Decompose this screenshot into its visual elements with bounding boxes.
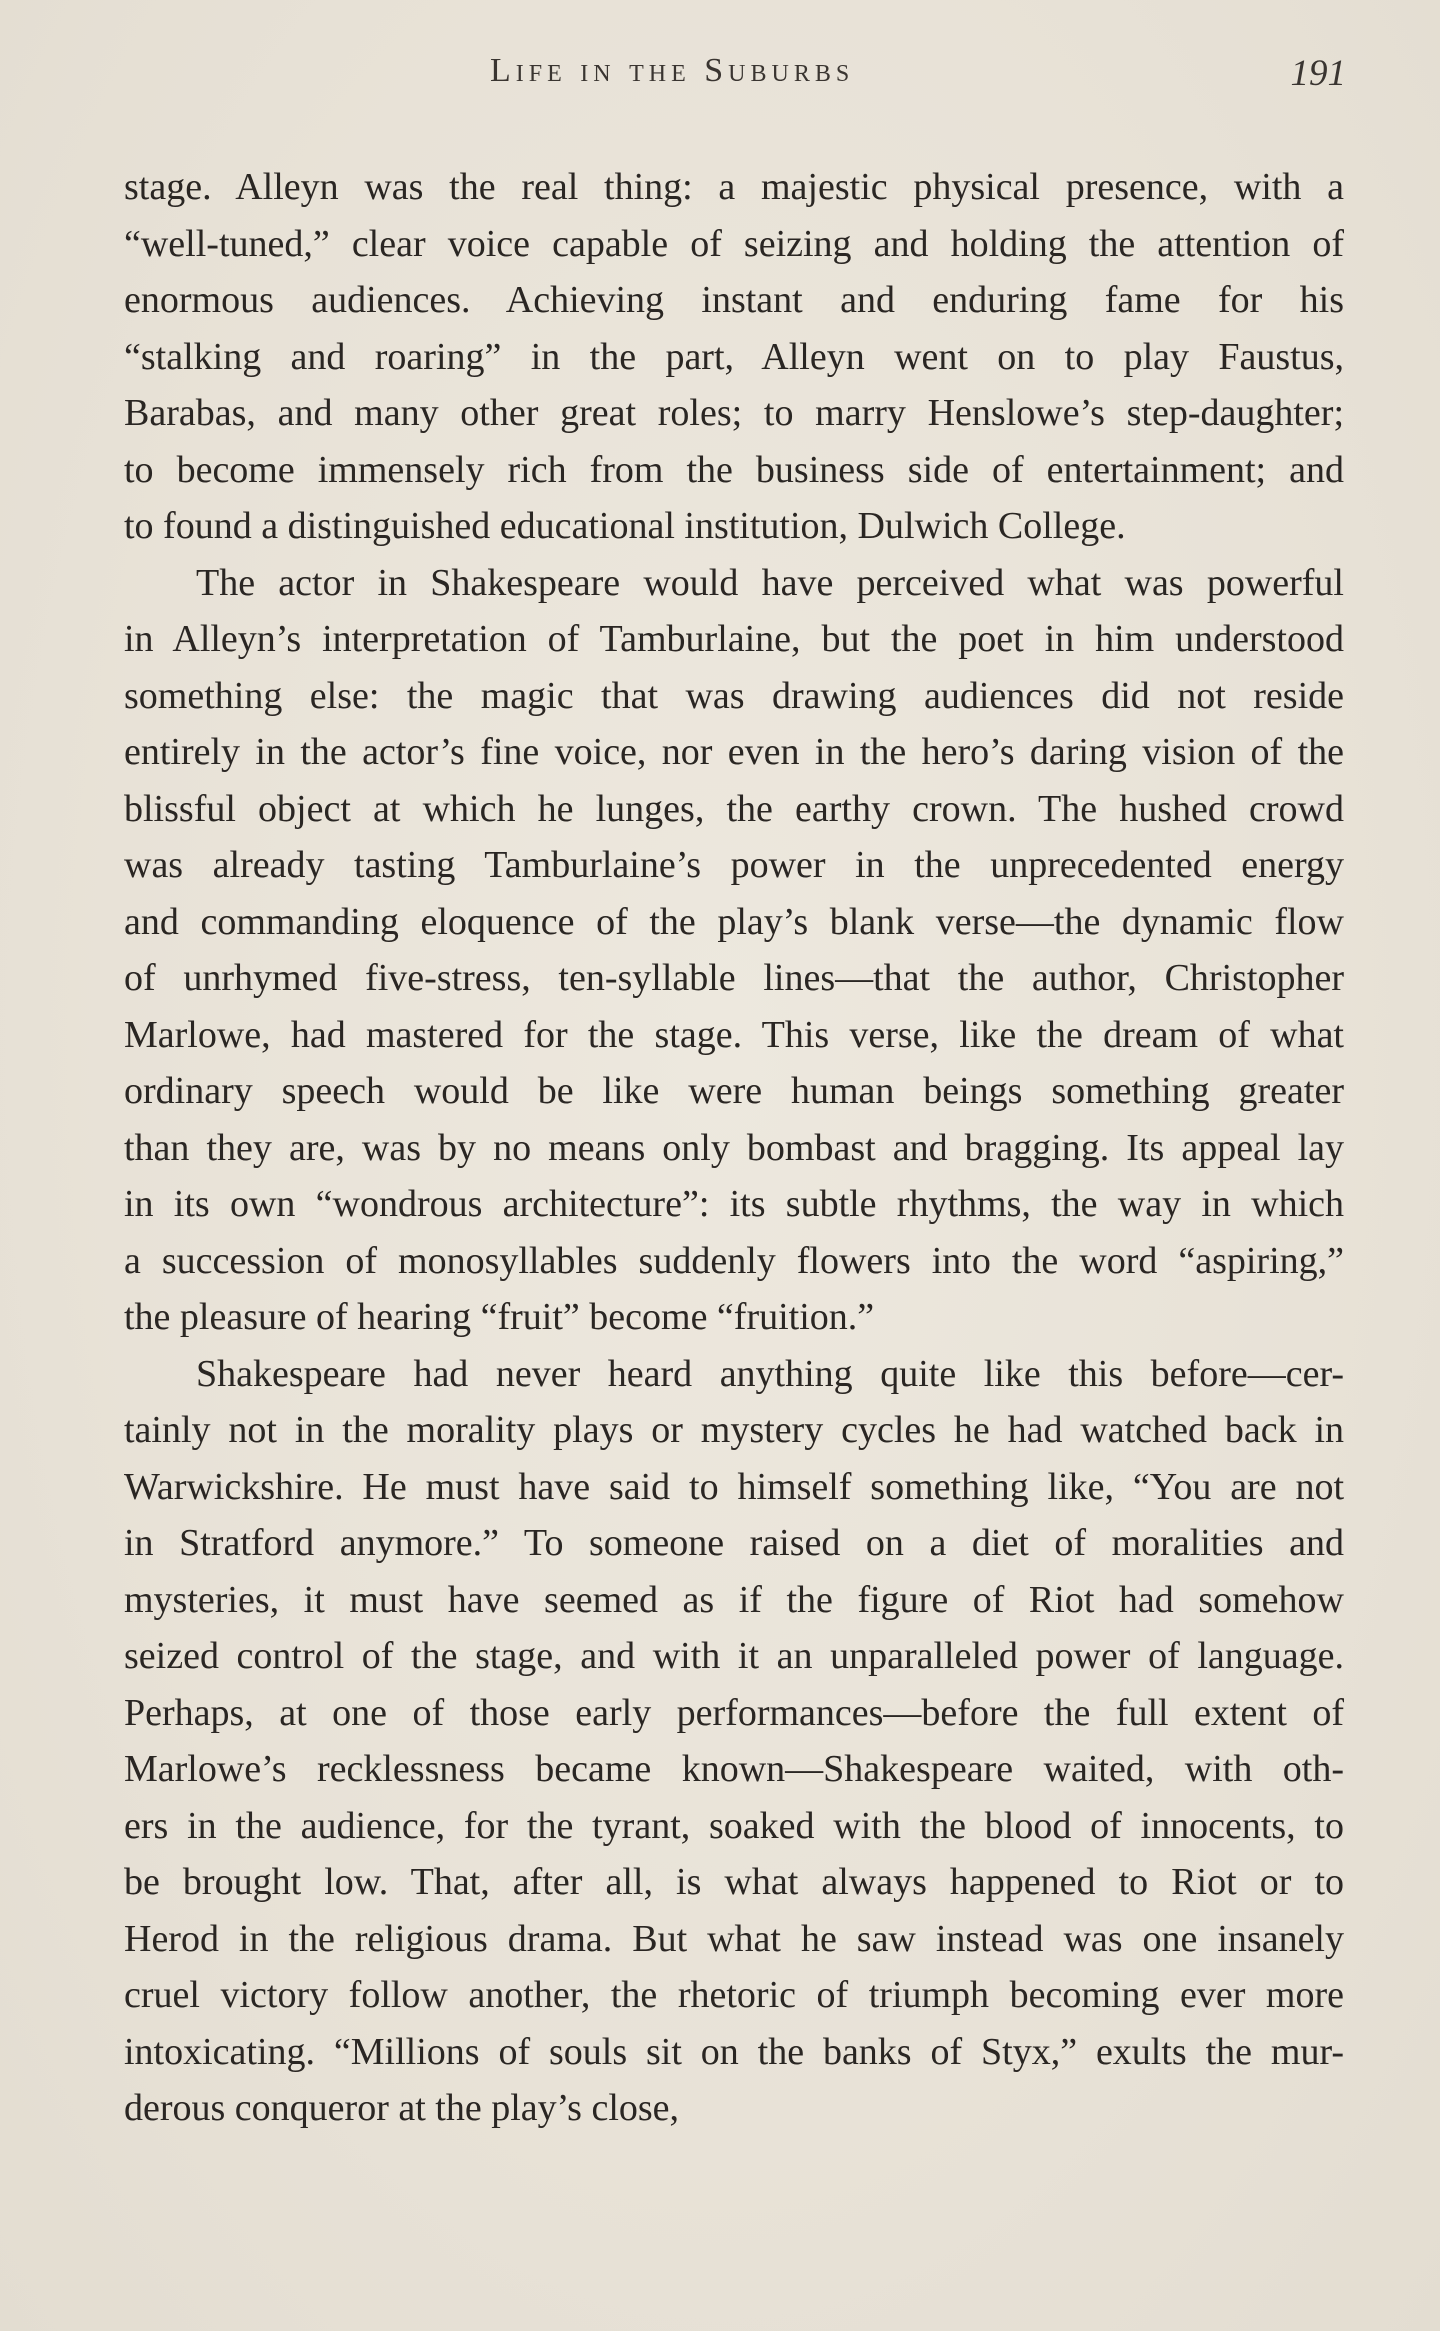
- text-line: in Stratford anymore.” To someone raised on a diet of moralities and: [124, 1522, 1344, 1564]
- body-text: [124, 159, 1344, 2137]
- text-line: Perhaps, at one of those early performances—before the full extent of: [124, 1691, 1344, 1734]
- text-line: something else: the magic that was drawing audiences did not reside: [124, 674, 1344, 717]
- text-line: Barabas, and many other great roles; to marry Henslowe’s step-daughter;: [124, 392, 1344, 434]
- text-line: Herod in the religious drama. But what he saw instead was one insanely: [124, 1917, 1344, 1960]
- text-line: Marlowe, had mastered for the stage. This verse, like the dream of what: [124, 1013, 1344, 1056]
- text-line: in its own “wondrous architecture”: its subtle rhythms, the way in which: [124, 1183, 1344, 1225]
- text-line: seized control of the stage, and with it an unparalleled power of language.: [124, 1635, 1344, 1677]
- text-line: of unrhymed five-stress, ten-syllable lines—that the author, Christopher: [124, 957, 1344, 999]
- text-line: a succession of monosyllables suddenly flowers into the word “aspiring,”: [124, 1239, 1344, 1282]
- running-head: [0, 52, 1440, 102]
- text-line: to become immensely rich from the business side of entertainment; and: [124, 448, 1344, 491]
- text-line: Warwickshire. He must have said to himself something like, “You are not: [124, 1465, 1344, 1508]
- text-line: be brought low. That, after all, is what always happened to Riot or to: [124, 1861, 1344, 1903]
- text-line: Marlowe’s recklessness became known—Shakespeare waited, with oth-: [124, 1748, 1344, 1790]
- text-line: than they are, was by no means only bombast and bragging. Its appeal lay: [124, 1126, 1344, 1169]
- text-line: in Alleyn’s interpretation of Tamburlaine, but the poet in him understood: [124, 618, 1344, 660]
- running-head-title: Life in the Suburbs: [490, 52, 855, 89]
- text-line: derous conqueror at the play’s close,: [124, 2087, 680, 2129]
- text-line: ordinary speech would be like were human beings something greater: [124, 1070, 1344, 1112]
- text-line: tainly not in the morality plays or mystery cycles he had watched back in: [124, 1409, 1344, 1451]
- text-line: cruel victory follow another, the rhetoric of triumph becoming ever more: [124, 1974, 1344, 2016]
- text-line: ers in the audience, for the tyrant, soaked with the blood of innocents, to: [124, 1804, 1344, 1847]
- text-line: “well-tuned,” clear voice capable of seizing and holding the attention of: [124, 222, 1344, 265]
- text-line: entirely in the actor’s fine voice, nor even in the hero’s daring vision of the: [124, 731, 1344, 773]
- text-line: “stalking and roaring” in the part, Alleyn went on to play Faustus,: [124, 335, 1344, 378]
- text-line: mysteries, it must have seemed as if the figure of Riot had somehow: [124, 1578, 1344, 1621]
- text-line: the pleasure of hearing “fruit” become “fruition.”: [124, 1296, 875, 1338]
- text-line: and commanding eloquence of the play’s blank verse—the dynamic flow: [124, 900, 1344, 943]
- text-line: Shakespeare had never heard anything quite like this before—cer-: [196, 1352, 1344, 1395]
- text-line: The actor in Shakespeare would have perceived what was powerful: [196, 561, 1344, 604]
- text-line: enormous audiences. Achieving instant and enduring fame for his: [124, 279, 1344, 321]
- text-line: to found a distinguished educational institution, Dulwich College.: [124, 505, 1126, 547]
- text-line: blissful object at which he lunges, the earthy crown. The hushed crowd: [124, 787, 1344, 830]
- text-line: stage. Alleyn was the real thing: a majestic physical presence, with a: [124, 166, 1344, 208]
- text-line: intoxicating. “Millions of souls sit on the banks of Styx,” exults the mur-: [124, 2030, 1344, 2073]
- page-number: 191: [1290, 53, 1346, 94]
- text-line: was already tasting Tamburlaine’s power in the unprecedented energy: [124, 844, 1344, 886]
